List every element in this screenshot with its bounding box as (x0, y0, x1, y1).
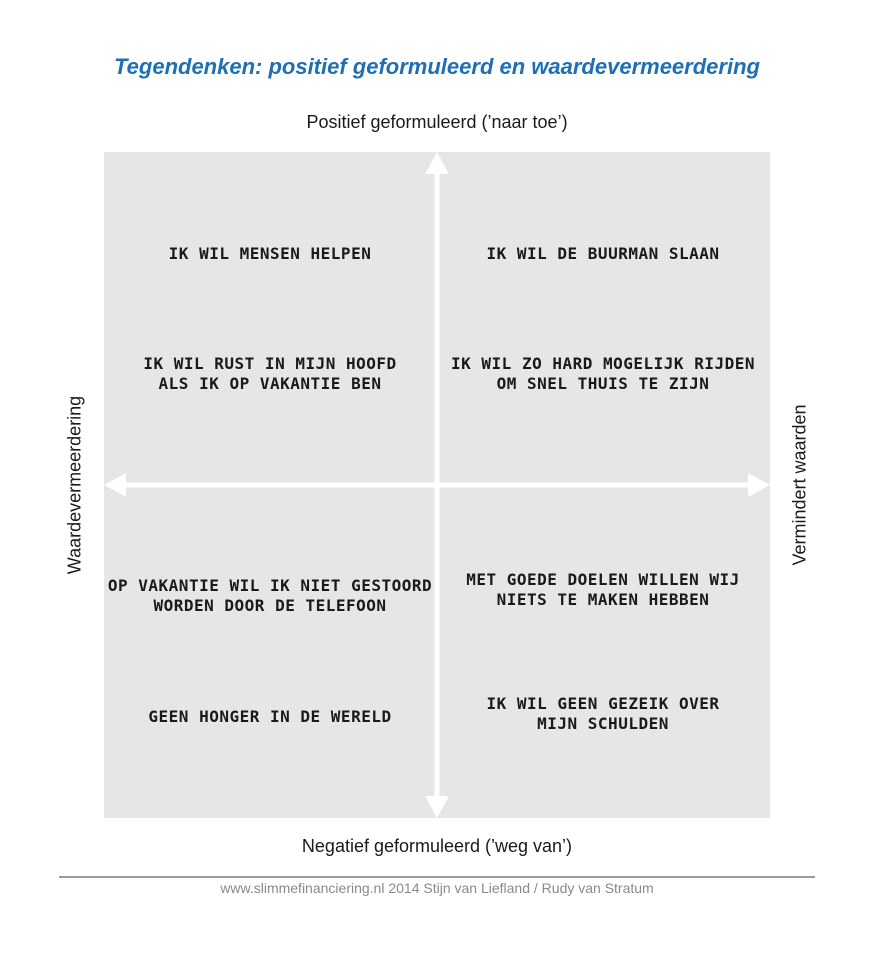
statement-line: IK WIL GEEN GEZEIK OVER (486, 694, 720, 713)
arrow-down-icon (425, 796, 449, 818)
statement-bottom-left-2 (148, 707, 391, 727)
statement-bottom-left-1 (108, 576, 432, 616)
statement-line: GEEN HONGER IN DE WERELD (148, 707, 392, 726)
statement-line: OP VAKANTIE WIL IK NIET GESTOORD (107, 576, 433, 595)
statement-line: OM SNEL THUIS TE ZIJN (496, 374, 710, 393)
statement-line: IK WIL ZO HARD MOGELIJK RIJDEN (451, 354, 755, 373)
footer-divider (59, 876, 815, 878)
statement-top-right-1 (486, 244, 719, 264)
arrow-left-icon (104, 473, 126, 497)
statement-line: ALS IK OP VAKANTIE BEN (158, 374, 382, 393)
arrow-up-icon (425, 152, 449, 174)
statement-line: WORDEN DOOR DE TELEFOON (153, 596, 387, 615)
statement-top-left-1 (169, 244, 372, 264)
statement-line: MIJN SCHULDEN (537, 714, 669, 733)
axis-label-bottom: Negatief geformuleerd (’weg van’) (301, 836, 573, 856)
statement-line: IK WIL DE BUURMAN SLAAN (486, 244, 720, 263)
footer-credit: www.slimmefinanciering.nl 2014 Stijn van Liefland / Rudy van Stratum (220, 880, 654, 896)
statement-line: IK WIL RUST IN MIJN HOOFD (143, 354, 397, 373)
statement-line: IK WIL MENSEN HELPEN (168, 244, 372, 263)
axis-label-top: Positief geformuleerd (’naar toe’) (306, 112, 568, 132)
statement-line: MET GOEDE DOELEN WILLEN WIJ (466, 570, 740, 589)
statement-bottom-right-2 (486, 694, 719, 734)
statement-top-right-2 (451, 354, 755, 394)
axis-label-left: Waardevermeerdering (64, 395, 85, 575)
statement-top-left-2 (143, 354, 396, 394)
statement-line: NIETS TE MAKEN HEBBEN (496, 590, 710, 609)
diagram-title: Tegendenken: positief geformuleerd en waardevermeerdering (114, 54, 760, 79)
arrow-right-icon (748, 473, 770, 497)
axis-label-right: Vermindert waarden (789, 404, 810, 566)
statement-bottom-right-1 (466, 570, 740, 610)
